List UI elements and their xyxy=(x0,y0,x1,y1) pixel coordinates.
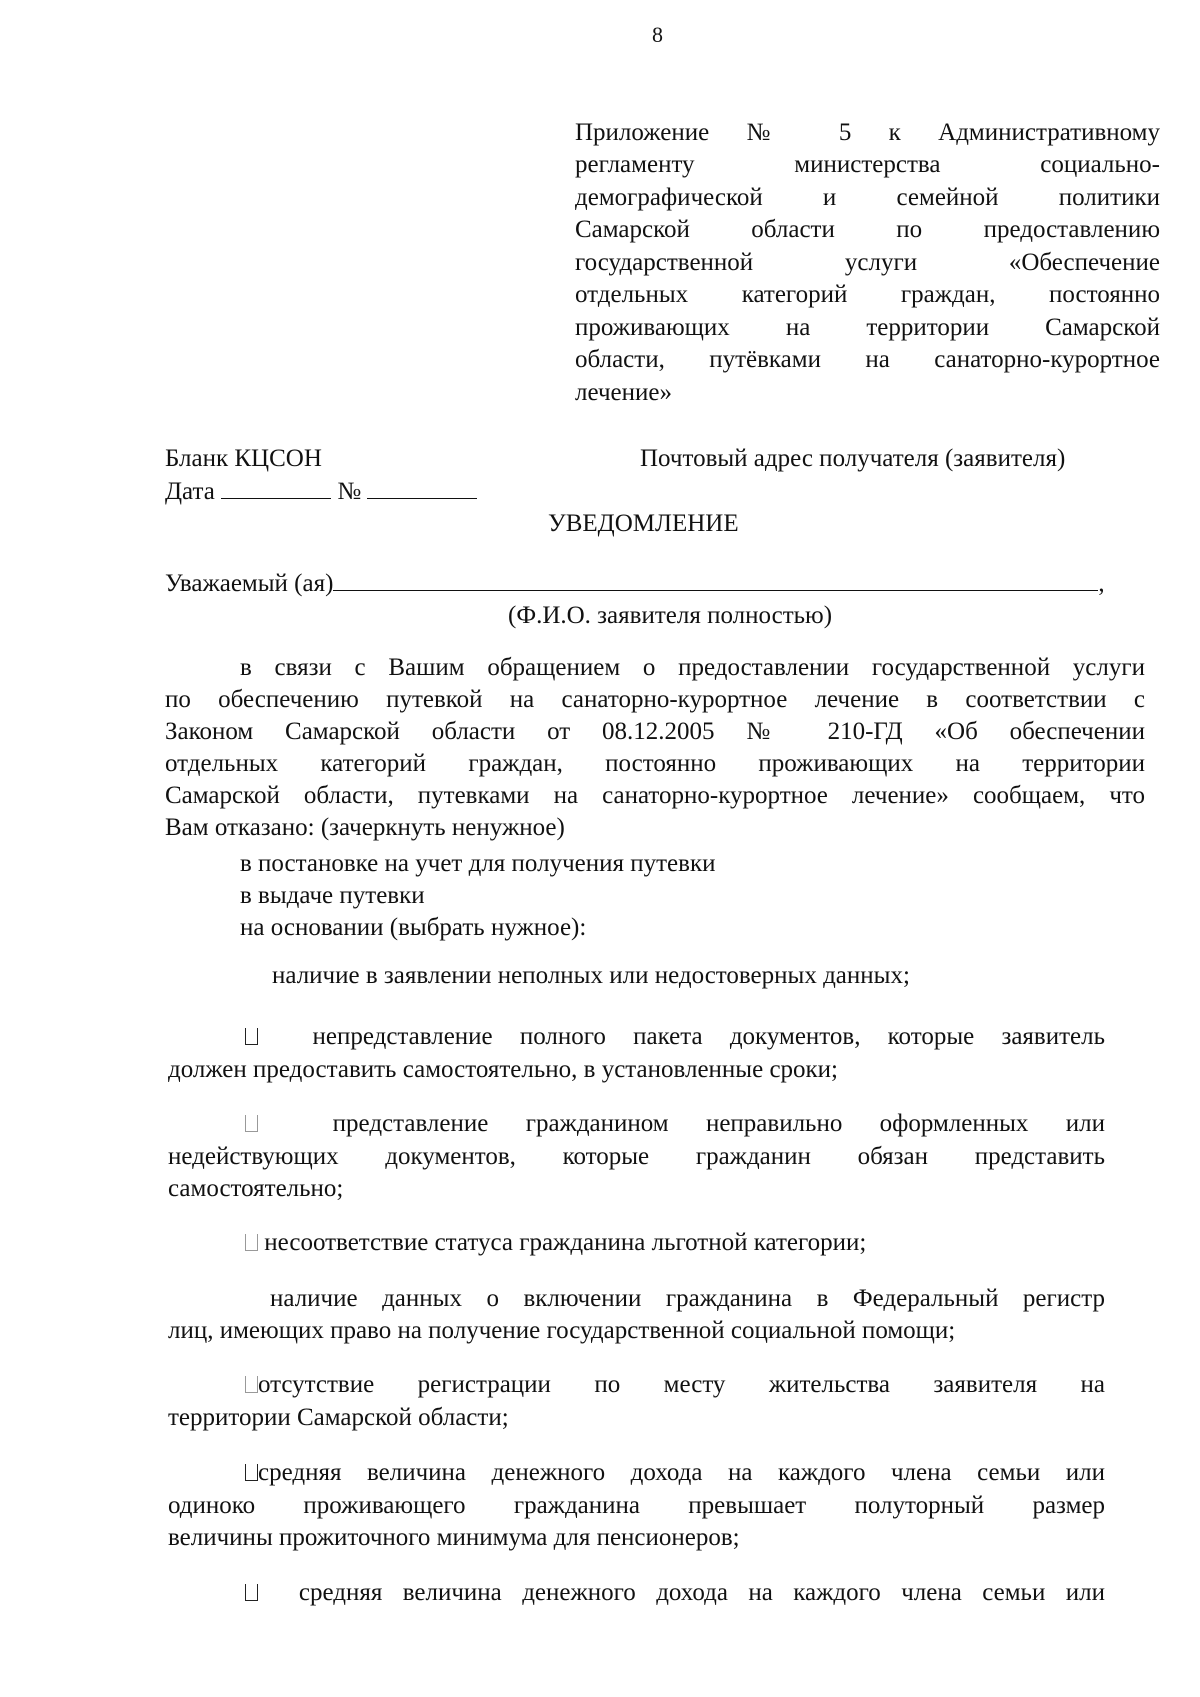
annex-line: области, путёвками на санаторно-курортное xyxy=(575,346,1160,373)
ground-7-line xyxy=(245,1457,1105,1489)
applicant-name-field[interactable] xyxy=(333,568,1098,591)
date-row xyxy=(165,476,477,508)
postal-address-label: Почтовый адрес получателя (заявителя) xyxy=(640,445,1066,472)
ground-7-text: средняя величина денежного дохода на каждого члена семьи или xyxy=(258,1459,1105,1486)
number-field[interactable] xyxy=(367,476,477,499)
ground-2-text: непредставление полного пакета документов, которые заявитель xyxy=(312,1023,1106,1050)
annex-line: отдельных категорий граждан, постоянно xyxy=(575,281,1160,308)
checkbox[interactable] xyxy=(245,1028,258,1045)
annex-line: Самарской области по предоставлению xyxy=(575,216,1160,243)
date-field[interactable] xyxy=(221,476,331,499)
ground-3-line xyxy=(245,1108,1105,1140)
number-label: № xyxy=(337,478,362,505)
body-line: Законом Самарской области от 08.12.2005 № 210-ГД «Об обеспечении xyxy=(165,718,1145,745)
salutation-label: Уважаемый (ая) xyxy=(165,570,334,597)
annex-line: регламенту министерства социально- xyxy=(575,151,1160,178)
ground-8-line xyxy=(245,1577,1105,1609)
checkbox[interactable] xyxy=(245,1464,258,1481)
annex-line: Приложение № 5 к Административному xyxy=(575,119,1160,146)
ground-3-text: представление гражданином неправильно оформленных или xyxy=(332,1110,1106,1137)
ground-5-line: наличие данных о включении гражданина в Федеральный регистр xyxy=(270,1285,1105,1312)
ground-6-line xyxy=(245,1369,1105,1401)
date-label: Дата xyxy=(165,478,215,505)
body-line: по обеспечению путевкой на санаторно-курортное лечение в соответствии с xyxy=(165,686,1145,713)
ground-6-line: территории Самарской области; xyxy=(168,1404,509,1431)
ground-6-text: отсутствие регистрации по месту жительства заявителя на xyxy=(258,1371,1105,1398)
ground-8-text: средняя величина денежного дохода на каждого члена семьи или xyxy=(298,1579,1105,1606)
body-line: Вам отказано: (зачеркнуть ненужное) xyxy=(165,814,565,841)
checkbox[interactable] xyxy=(245,1376,258,1393)
checkbox[interactable] xyxy=(245,1584,258,1601)
annex-line: лечение» xyxy=(575,379,672,406)
salutation-row xyxy=(165,568,1105,600)
ground-3-line: самостоятельно; xyxy=(168,1175,344,1202)
option-register: в постановке на учет для получения путевки xyxy=(240,850,716,877)
ground-4-line xyxy=(245,1227,866,1259)
ground-7-line: величины прожиточного минимума для пенсионеров; xyxy=(168,1524,740,1551)
name-caption: (Ф.И.О. заявителя полностью) xyxy=(508,602,833,629)
ground-2-line xyxy=(245,1021,1105,1053)
ground-7-line: одиноко проживающего гражданина превышает полуторный размер xyxy=(168,1492,1105,1519)
salutation-comma: , xyxy=(1098,570,1105,597)
body-line: отдельных категорий граждан, постоянно проживающих на территории xyxy=(165,750,1145,777)
checkbox[interactable] xyxy=(245,1234,258,1251)
ground-2-line: должен предоставить самостоятельно, в установленные сроки; xyxy=(168,1056,839,1083)
ground-1: наличие в заявлении неполных или недостоверных данных; xyxy=(272,962,910,989)
checkbox[interactable] xyxy=(245,1115,258,1132)
annex-line: демографической и семейной политики xyxy=(575,184,1160,211)
ground-5-line: лиц, имеющих право на получение государственной социальной помощи; xyxy=(168,1317,956,1344)
page-number: 8 xyxy=(652,22,663,47)
option-issue: в выдаче путевки xyxy=(240,882,425,909)
ground-4-text: несоответствие статуса гражданина льготной категории; xyxy=(264,1229,867,1256)
ground-3-line: недействующих документов, которые гражданин обязан представить xyxy=(168,1143,1105,1170)
document-title: УВЕДОМЛЕНИЕ xyxy=(548,510,739,537)
annex-line: проживающих на территории Самарской xyxy=(575,314,1160,341)
blank-label: Бланк КЦСОН xyxy=(165,445,322,472)
body-line: Самарской области, путевками на санаторно-курортное лечение» сообщаем, что xyxy=(165,782,1145,809)
body-line: в связи с Вашим обращением о предоставлении государственной услуги xyxy=(240,654,1145,681)
grounds-heading: на основании (выбрать нужное): xyxy=(240,914,587,941)
annex-line: государственной услуги «Обеспечение xyxy=(575,249,1160,276)
